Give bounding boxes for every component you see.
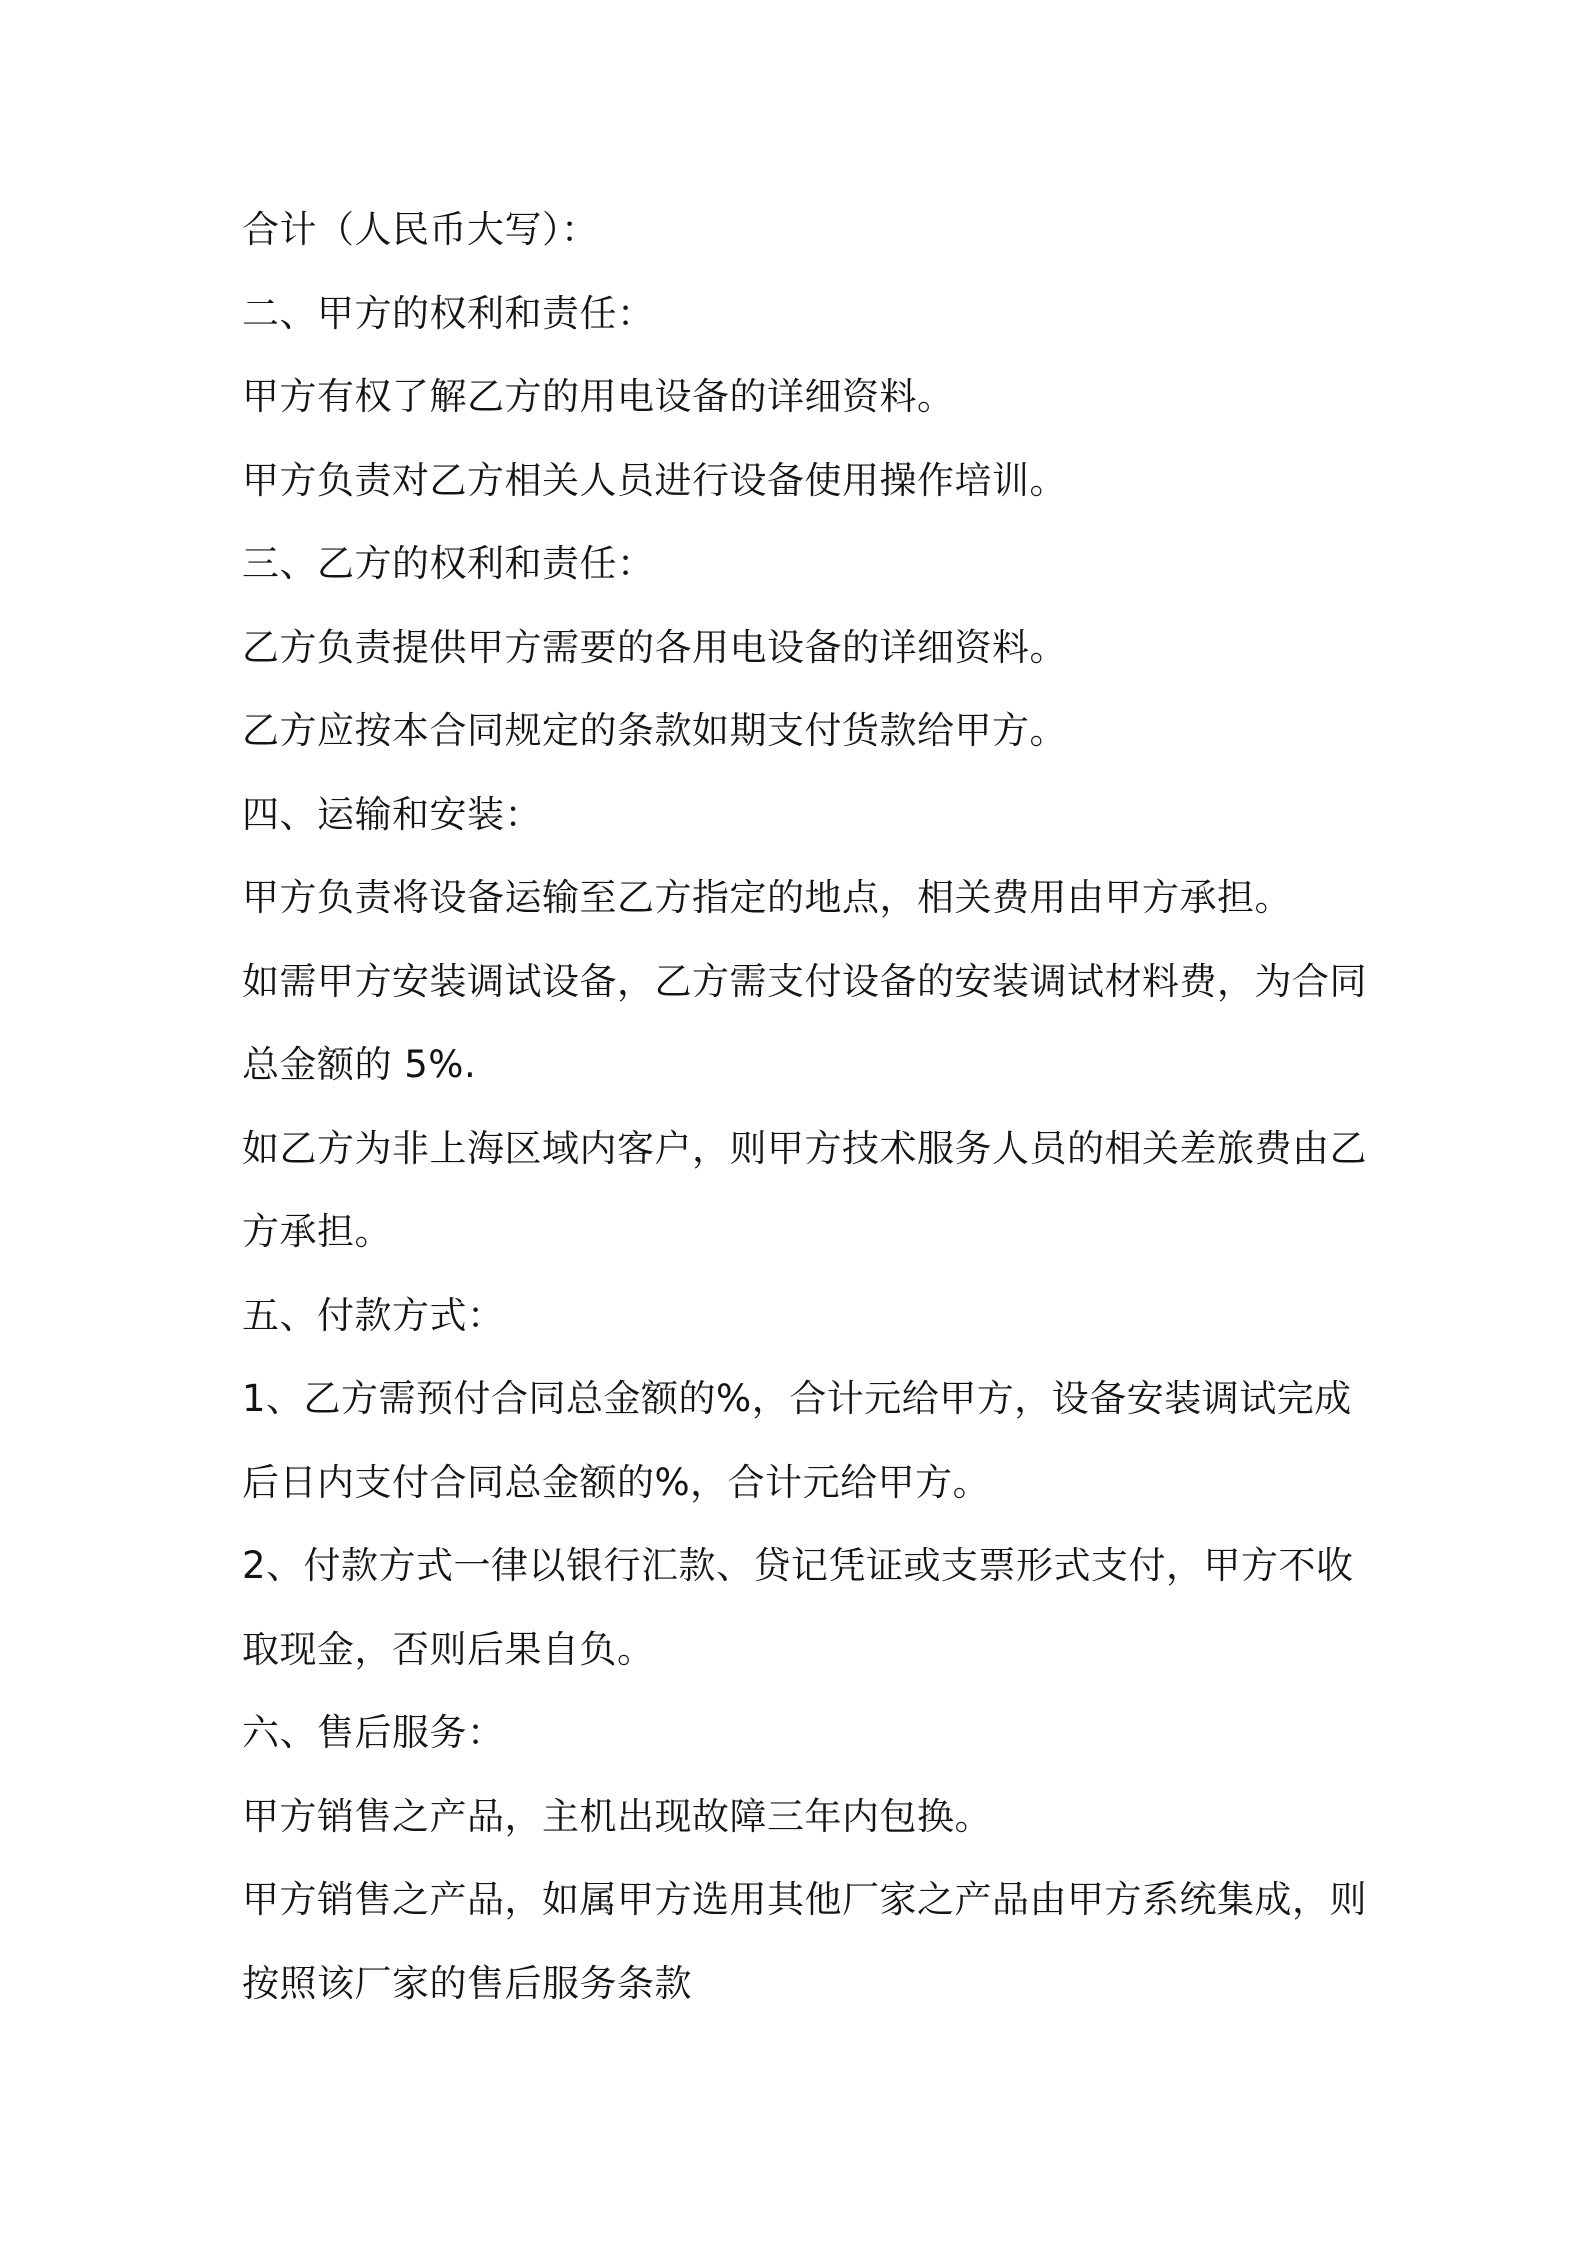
section-4-item-3-cont: 方承担。 (242, 1210, 392, 1253)
total-amount-line: 合计（人民币大写）： (242, 208, 599, 251)
section-4-item-2: 如需甲方安装调试设备，乙方需支付设备的安装调试材料费，为合同 (242, 959, 1367, 1003)
section-2-heading: 二、甲方的权利和责任： (242, 291, 655, 335)
section-4-item-3: 如乙方为非上海区域内客户，则甲方技术服务人员的相关差旅费由乙 (242, 1126, 1367, 1170)
section-5-item-2-cont: 取现金，否则后果自负。 (242, 1627, 655, 1671)
section-2-item-2: 甲方负责对乙方相关人员进行设备使用操作培训。 (242, 458, 1067, 502)
section-6-heading: 六、售后服务： (242, 1711, 505, 1754)
section-4-item-2-cont: 总金额的 5%. (242, 1043, 477, 1086)
section-4-item-1: 甲方负责将设备运输至乙方指定的地点，相关费用由甲方承担。 (242, 876, 1292, 919)
section-3-item-1: 乙方负责提供甲方需要的各用电设备的详细资料。 (242, 625, 1067, 669)
section-2-item-1: 甲方有权了解乙方的用电设备的详细资料。 (242, 375, 955, 418)
section-5-item-1: 1、乙方需预付合同总金额的%，合计元给甲方，设备安装调试完成 (242, 1377, 1352, 1420)
section-3-item-2: 乙方应按本合同规定的条款如期支付货款给甲方。 (242, 709, 1067, 752)
section-4-heading: 四、运输和安装： (242, 792, 542, 836)
section-3-heading: 三、乙方的权利和责任： (242, 542, 655, 585)
section-5-item-2: 2、付款方式一律以银行汇款、贷记凭证或支票形式支付，甲方不收 (242, 1544, 1354, 1587)
section-5-heading: 五、付款方式： (242, 1293, 505, 1337)
section-6-item-1: 甲方销售之产品，主机出现故障三年内包换。 (242, 1794, 992, 1838)
section-6-item-2-cont: 按照该厂家的售后服务条款 (242, 1961, 692, 2005)
section-5-item-1-cont: 后日内支付合同总金额的%，合计元给甲方。 (242, 1460, 991, 1504)
section-6-item-2: 甲方销售之产品，如属甲方选用其他厂家之产品由甲方系统集成，则 (242, 1878, 1367, 1921)
document-body (242, 198, 1367, 2035)
